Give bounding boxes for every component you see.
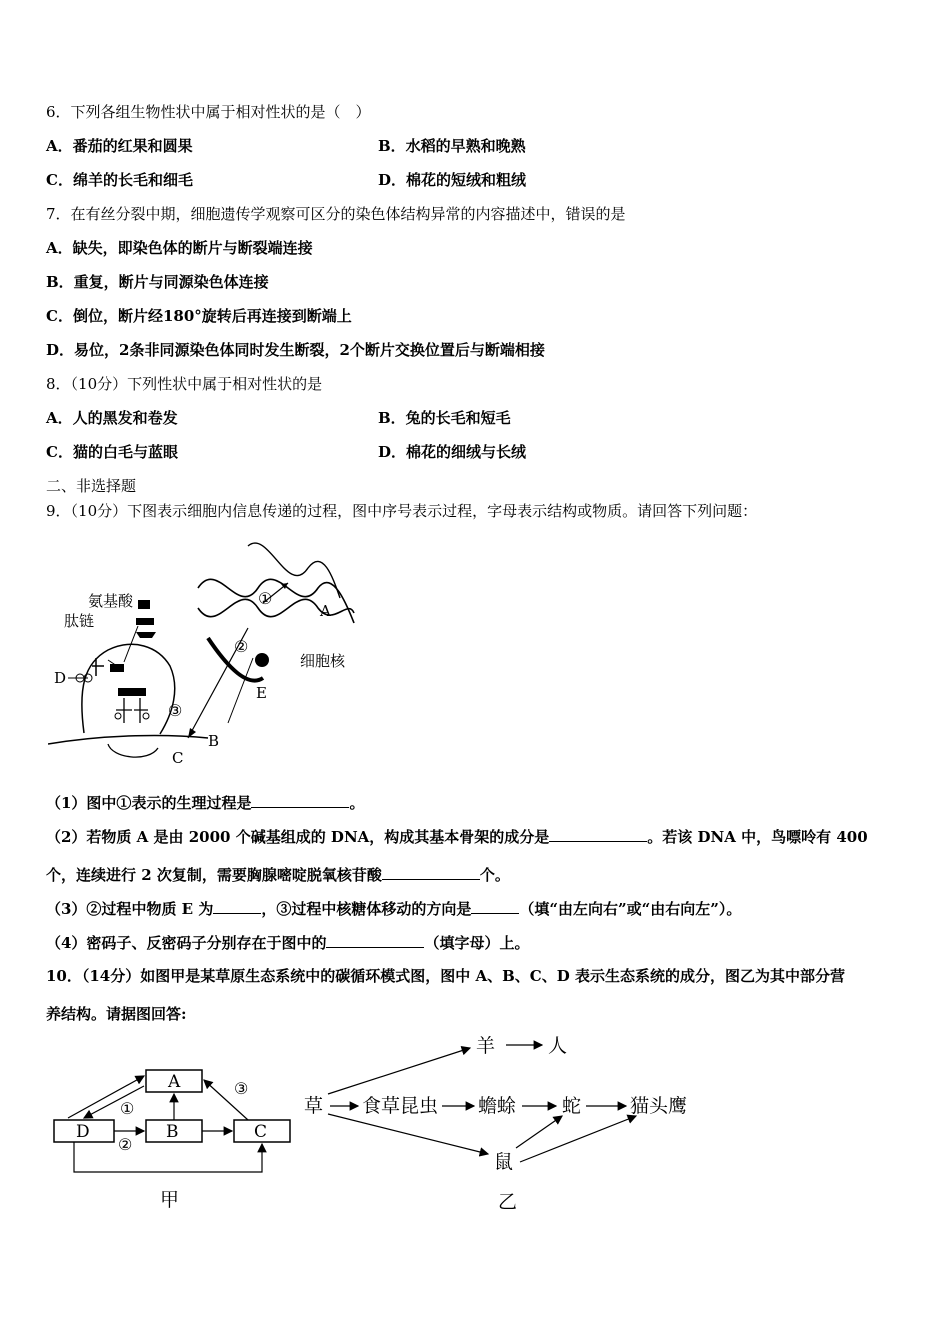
box-d-label: D — [76, 1122, 90, 1142]
q9-sub3-end: （填“由左向右”或“由右向左”）。 — [519, 900, 742, 918]
arrow-label-1: ① — [120, 1099, 135, 1118]
answer-blank-3[interactable] — [382, 864, 480, 880]
q9-sub1-text: （1）图中①表示的生理过程是 — [46, 794, 252, 812]
node-snake: 蛇 — [562, 1095, 582, 1117]
q9-sub2 — [46, 826, 868, 847]
q6-option-d: D．棉花的短绒和粗绒 — [378, 171, 527, 189]
figure-yi-caption: 乙 — [498, 1191, 518, 1213]
q8-stem: 8．（10分）下列性状中属于相对性状的是 — [46, 375, 323, 393]
node-toad: 蟾蜍 — [478, 1095, 517, 1117]
q9-sub4-text: （4）密码子、反密码子分别存在于图中的 — [46, 934, 327, 952]
label-c: C — [172, 749, 184, 767]
q9-sub2-cont — [46, 864, 510, 885]
q6-option-c: C．绵羊的长毛和细毛 — [46, 171, 193, 189]
q8-option-a: A．人的黑发和卷发 — [46, 409, 178, 427]
q9-stem: 9．（10分）下图表示细胞内信息传递的过程，图中序号表示过程，字母表示结构或物质。请回答下列问题： — [46, 502, 758, 520]
label-peptide: 肽链 — [64, 612, 95, 630]
section-heading: 二、非选择题 — [46, 477, 137, 495]
q9-figure — [48, 538, 368, 773]
label-e: E — [256, 684, 267, 702]
node-grass: 草 — [304, 1095, 324, 1117]
q7-stem: 7．在有丝分裂中期，细胞遗传学观察可区分的染色体结构异常的内容描述中，错误的是 — [46, 205, 626, 223]
q6-option-b: B．水稻的早熟和晚熟 — [378, 137, 526, 155]
q9-sub2-text-2: 。若该 DNA 中，鸟嘌呤有 400 — [647, 828, 868, 846]
q7-option-a: A．缺失，即染色体的断片与断裂端连接 — [46, 239, 313, 257]
label-a: A — [320, 602, 331, 620]
node-insect: 食草昆虫 — [362, 1095, 439, 1117]
q7-option-c: C．倒位，断片经180°旋转后再连接到断端上 — [46, 307, 352, 325]
q10-stem-line1: 10．（14分）如图甲是某草原生态系统中的碳循环模式图，图中 A、B、C、D 表示生态系统的成分，图乙为其中部分营 — [46, 967, 845, 985]
q10-stem-line2: 养结构。请据图回答: — [46, 1005, 187, 1023]
arrow-label-2: ② — [118, 1135, 133, 1154]
q9-sub3-text-2: ，③过程中核糖体移动的方向是 — [261, 900, 472, 918]
box-a-label: A — [168, 1072, 181, 1092]
q6-option-a: A．番茄的红果和圆果 — [46, 137, 193, 155]
carbon-cycle-diagram — [48, 1064, 298, 1214]
q6-stem: 6．下列各组生物性状中属于相对性状的是（ ） — [46, 103, 371, 121]
q9-sub1 — [46, 792, 364, 813]
q9-sub4-end: （填字母）上。 — [424, 934, 530, 952]
q8-option-d: D．棉花的细绒与长绒 — [378, 443, 527, 461]
q9-sub2-end: 个。 — [479, 866, 510, 884]
q9-sub2-text: （2）若物质 A 是由 2000 个碱基组成的 DNA，构成其基本骨架的成分是 — [46, 828, 550, 846]
q7-option-d: D．易位，2条非同源染色体同时发生断裂，2个断片交换位置后与断端相接 — [46, 341, 545, 359]
food-web-diagram — [300, 1030, 720, 1220]
label-process-1: ① — [258, 589, 273, 608]
answer-blank-5[interactable] — [471, 898, 519, 914]
node-owl: 猫头鹰 — [630, 1095, 688, 1117]
q7-option-b: B．重复，断片与同源染色体连接 — [46, 273, 269, 291]
q9-sub3-text: （3）②过程中物质 E 为 — [46, 900, 214, 918]
label-amino-acid: 氨基酸 — [88, 592, 134, 610]
label-b: B — [208, 732, 220, 750]
q9-sub3 — [46, 898, 741, 919]
box-c-label: C — [254, 1122, 268, 1142]
node-sheep: 羊 — [476, 1035, 496, 1057]
answer-blank-4[interactable] — [213, 898, 261, 914]
answer-blank-1[interactable] — [251, 792, 349, 808]
label-nucleus: 细胞核 — [300, 652, 346, 670]
label-process-3: ③ — [168, 701, 183, 720]
node-mouse: 鼠 — [494, 1151, 514, 1173]
figure-jia-caption: 甲 — [160, 1189, 180, 1211]
q9-sub2-text-3: 个，连续进行 2 次复制，需要胸腺嘧啶脱氧核苷酸 — [46, 866, 382, 884]
node-human: 人 — [548, 1035, 568, 1057]
q9-sub4 — [46, 932, 529, 953]
label-d: D — [54, 669, 67, 687]
q8-option-b: B．兔的长毛和短毛 — [378, 409, 511, 427]
answer-blank-6[interactable] — [326, 932, 424, 948]
q9-sub1-end: 。 — [349, 794, 365, 812]
label-process-2: ② — [234, 637, 249, 656]
arrow-label-3: ③ — [234, 1079, 249, 1098]
box-b-label: B — [166, 1122, 179, 1142]
q8-option-c: C．猫的白毛与蓝眼 — [46, 443, 178, 461]
answer-blank-2[interactable] — [549, 826, 647, 842]
